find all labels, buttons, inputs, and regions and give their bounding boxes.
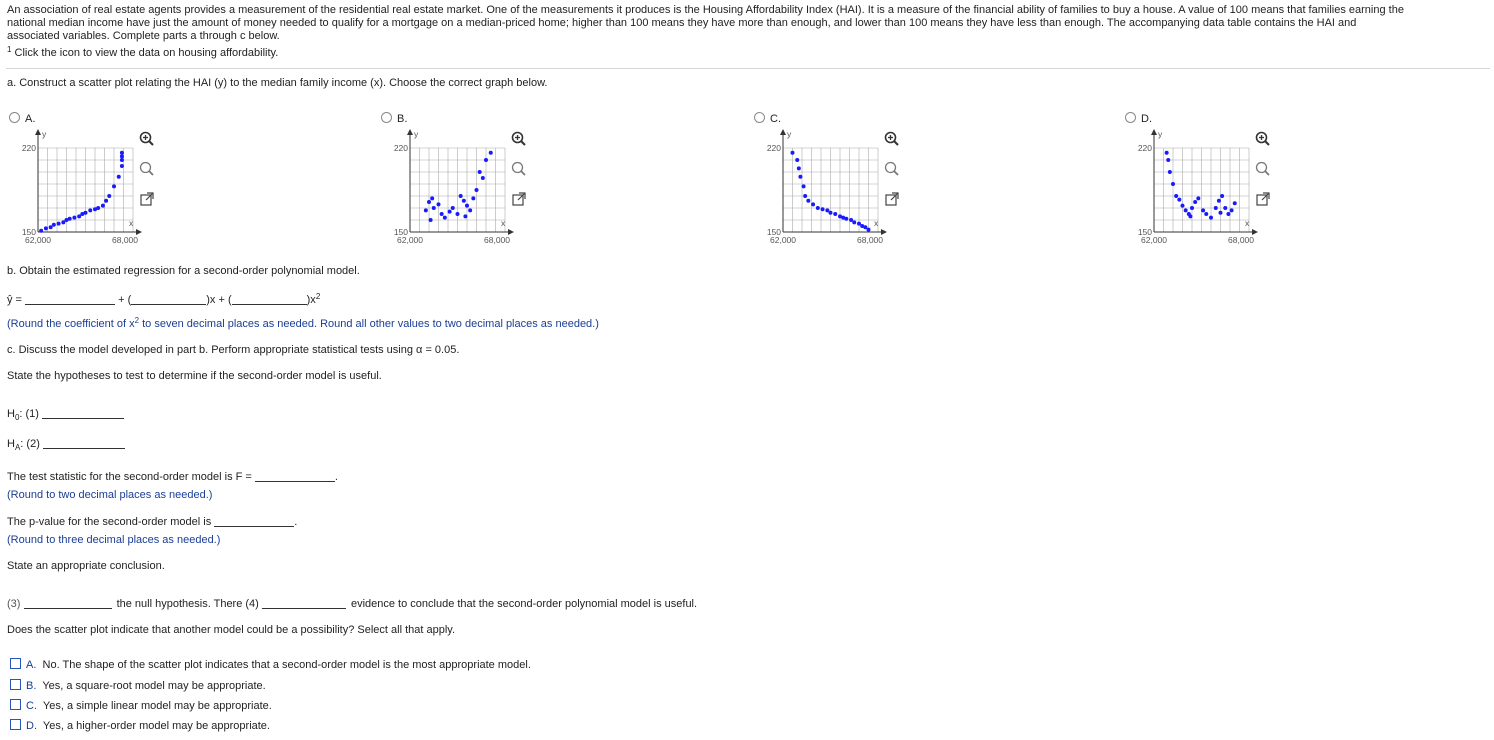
data-point (816, 206, 820, 210)
y-axis-label: y (1158, 129, 1163, 139)
data-point (484, 158, 488, 162)
x-plus-open: )x + ( (206, 294, 232, 306)
data-point (430, 196, 434, 200)
divider (6, 68, 1490, 69)
y-tick-label: 150 (393, 227, 408, 237)
intercept-input[interactable] (25, 294, 115, 305)
data-point (849, 218, 853, 222)
choice-b-label: B. (26, 680, 37, 692)
choice-a[interactable] (10, 658, 531, 671)
plus-open: + ( (118, 294, 132, 306)
data-point (1166, 158, 1170, 162)
p-prompt: The p-value for the second-order model is (7, 516, 212, 528)
popout-icon[interactable] (883, 190, 901, 208)
checkbox-b[interactable] (10, 679, 21, 690)
conclusion-prompt: State an appropriate conclusion. (7, 560, 165, 572)
x-tick-label: 68,000 (112, 235, 138, 245)
data-point (61, 220, 65, 224)
scatter-plot-a (6, 128, 146, 248)
x-axis-label: x (501, 218, 506, 228)
data-point (802, 184, 806, 188)
data-point (1209, 216, 1213, 220)
zoom-in-icon[interactable] (510, 130, 528, 148)
h0-dropdown[interactable] (42, 408, 124, 419)
x2-label: )x (306, 294, 316, 306)
data-point (448, 210, 452, 214)
f-stat-row: The test statistic for the second-order model is F = . (7, 471, 338, 483)
choice-a-text: No. The shape of the scatter plot indicates that a second-order model is the most appropriate model. (42, 659, 531, 671)
yhat-label: ŷ = (7, 294, 22, 306)
p-round-note: (Round to three decimal places as needed.) (7, 534, 221, 546)
data-point (88, 208, 92, 212)
y-axis-label: y (787, 129, 792, 139)
checkbox-d[interactable] (10, 719, 21, 730)
data-point (104, 199, 108, 203)
graph-c (751, 128, 891, 248)
choice-a-label: A. (26, 659, 37, 671)
data-point (471, 196, 475, 200)
x-tick-label: 62,000 (397, 235, 423, 245)
y-axis-arrow (1151, 129, 1157, 135)
y-tick-label: 150 (1137, 227, 1152, 237)
scatter-plot-b (378, 128, 518, 248)
data-point (57, 222, 61, 226)
option-b[interactable] (381, 112, 407, 125)
y-axis-arrow (35, 129, 41, 135)
intro-line-1: An association of real estate agents provides a measurement of the residential real estate market. One of the measurements it produces is the Housing Affordability Index (HAI). It is a measure of the financial ability of families to buy a house. A value of 100 means that families earning the (7, 4, 1404, 16)
data-point (440, 212, 444, 216)
y-tick-label: 150 (21, 227, 36, 237)
data-point (96, 206, 100, 210)
x-tick-label: 68,000 (1228, 235, 1254, 245)
radio-c[interactable] (754, 112, 765, 123)
data-point (1223, 206, 1227, 210)
y-tick-label: 220 (21, 143, 36, 153)
p-value-input[interactable] (214, 516, 294, 527)
data-point (798, 175, 802, 179)
x2-superscript: 2 (315, 292, 321, 301)
option-a-label: A. (25, 113, 36, 125)
data-point (112, 184, 116, 188)
graph-a (6, 128, 146, 248)
option-c-label: C. (770, 113, 781, 125)
radio-b[interactable] (381, 112, 392, 123)
zoom-out-icon[interactable] (138, 160, 156, 178)
data-point (478, 170, 482, 174)
zoom-in-icon[interactable] (138, 130, 156, 148)
part-b-round-note (7, 316, 599, 330)
zoom-out-icon[interactable] (1254, 160, 1272, 178)
data-point (829, 211, 833, 215)
x-tick-label: 62,000 (770, 235, 796, 245)
option-d[interactable] (1125, 112, 1152, 125)
data-point (791, 151, 795, 155)
hypotheses-prompt: State the hypotheses to test to determine if the second-order model is useful. (7, 370, 382, 382)
data-point (465, 204, 469, 208)
data-point (1230, 208, 1234, 212)
choice-b-text: Yes, a square-root model may be appropriate. (42, 680, 266, 692)
scatter-plot-c (751, 128, 891, 248)
x-axis-label: x (129, 218, 134, 228)
option-c[interactable] (754, 112, 781, 125)
conclusion-dropdown-3[interactable] (24, 598, 112, 609)
y-tick-label: 220 (1137, 143, 1152, 153)
data-point (1181, 204, 1185, 208)
x-tick-label: 62,000 (25, 235, 51, 245)
y-tick-label: 220 (766, 143, 781, 153)
data-point (120, 151, 124, 155)
choice-d[interactable] (10, 719, 270, 732)
data-point (1168, 170, 1172, 174)
popout-icon[interactable] (138, 190, 156, 208)
data-point (1201, 208, 1205, 212)
intro-line-2: national median income have just the amount of money needed to qualify for a mortgage on a median-priced home; higher than 100 means they have more than enough, and lower than 100 means they have less than enough. The accompanying data table contains the HAI and (7, 17, 1357, 29)
note-post: to seven decimal places as needed. Round all other values to two decimal places as needed.) (139, 318, 599, 330)
part-a-prompt: a. Construct a scatter plot relating the HAI (y) to the median family income (x). Choose the correct graph below. (7, 77, 548, 89)
x-tick-label: 62,000 (1141, 235, 1167, 245)
regression-equation (7, 292, 320, 306)
scatter-plot-d (1122, 128, 1262, 248)
choice-c[interactable] (10, 699, 272, 712)
data-point (429, 218, 433, 222)
data-point (72, 216, 76, 220)
data-point (1174, 194, 1178, 198)
zoom-in-icon[interactable] (1254, 130, 1272, 148)
data-point (806, 199, 810, 203)
h0-row (7, 408, 124, 422)
option-d-label: D. (1141, 113, 1152, 125)
data-point (1214, 206, 1218, 210)
data-point (1177, 198, 1181, 202)
zoom-out-icon[interactable] (510, 160, 528, 178)
data-point (481, 176, 485, 180)
data-point (1226, 212, 1230, 216)
data-point (811, 202, 815, 206)
data-point (462, 199, 466, 203)
intro-line-3: associated variables. Complete parts a through c below. (7, 30, 280, 42)
ha-sub: A (14, 443, 21, 452)
conclusion-row (7, 598, 697, 610)
ha-label: H (7, 438, 15, 450)
checkbox-c[interactable] (10, 699, 21, 710)
data-point (797, 166, 801, 170)
x-axis-label: x (874, 218, 879, 228)
data-point (437, 202, 441, 206)
data-point (107, 194, 111, 198)
data-point (468, 208, 472, 212)
part-b-prompt: b. Obtain the estimated regression for a second-order polynomial model. (7, 265, 360, 277)
x-tick-label: 68,000 (484, 235, 510, 245)
x-axis-label: x (1245, 218, 1250, 228)
data-point (833, 212, 837, 216)
blank-3-label: (3) (7, 598, 21, 610)
data-point (1219, 211, 1223, 215)
data-point (803, 194, 807, 198)
data-point (463, 214, 467, 218)
data-point (1193, 200, 1197, 204)
f-stat-input[interactable] (255, 471, 335, 482)
data-point (424, 208, 428, 212)
graph-d (1122, 128, 1262, 248)
choice-c-label: C. (26, 700, 37, 712)
data-point (1233, 201, 1237, 205)
choice-b[interactable] (10, 679, 266, 692)
linear-coef-input[interactable] (131, 294, 206, 305)
data-point (101, 204, 105, 208)
y-axis-label: y (414, 129, 419, 139)
data-point (795, 158, 799, 162)
p-value-row: The p-value for the second-order model is . (7, 516, 298, 528)
conclusion-dropdown-4[interactable] (262, 598, 346, 609)
data-point (49, 225, 53, 229)
data-point (117, 175, 121, 179)
data-point (120, 164, 124, 168)
radio-d[interactable] (1125, 112, 1136, 123)
h0-rest: : (1) (19, 408, 39, 420)
f-round-note: (Round to two decimal places as needed.) (7, 489, 213, 501)
data-point (84, 211, 88, 215)
data-point (867, 228, 871, 232)
intro-text (7, 4, 1491, 60)
data-point (1196, 196, 1200, 200)
zoom-in-icon[interactable] (883, 130, 901, 148)
ha-row (7, 438, 125, 452)
data-point (44, 226, 48, 230)
option-b-label: B. (397, 113, 408, 125)
f-prompt: The test statistic for the second-order model is F = (7, 471, 252, 483)
option-a[interactable] (9, 112, 35, 125)
radio-a[interactable] (9, 112, 20, 123)
h0-label: H (7, 408, 15, 420)
data-point (1171, 182, 1175, 186)
data-point (427, 200, 431, 204)
choice-d-text: Yes, a higher-order model may be appropriate. (42, 720, 270, 732)
data-point (68, 217, 72, 221)
data-point (1220, 194, 1224, 198)
data-point (1204, 212, 1208, 216)
data-point (52, 223, 56, 227)
graph-b (378, 128, 518, 248)
choice-d-label: D. (26, 720, 37, 732)
data-point (825, 208, 829, 212)
data-point (459, 194, 463, 198)
data-point (1165, 151, 1169, 155)
ha-rest: : (2) (20, 438, 40, 450)
ha-dropdown[interactable] (43, 438, 125, 449)
data-point (857, 222, 861, 226)
data-point (451, 206, 455, 210)
data-point (1188, 214, 1192, 218)
y-tick-label: 220 (393, 143, 408, 153)
data-point (475, 188, 479, 192)
conclusion-middle: the null hypothesis. There (4) (116, 598, 259, 610)
conclusion-end: evidence to conclude that the second-order polynomial model is useful. (350, 598, 698, 610)
footnote[interactable] (7, 43, 1491, 60)
scatter-question: Does the scatter plot indicate that another model could be a possibility? Select all that apply. (7, 624, 456, 636)
checkbox-a[interactable] (10, 658, 21, 669)
data-point (432, 206, 436, 210)
data-point (852, 220, 856, 224)
data-point (1184, 208, 1188, 212)
data-point (39, 229, 43, 233)
data-point (489, 151, 493, 155)
data-point (120, 158, 124, 162)
data-point (1217, 199, 1221, 203)
y-axis-label: y (42, 129, 47, 139)
data-point (844, 217, 848, 221)
y-axis-arrow (780, 129, 786, 135)
data-point (1190, 206, 1194, 210)
data-point (821, 207, 825, 211)
h0-sub: 0 (14, 413, 20, 422)
data-point (456, 212, 460, 216)
quadratic-coef-input[interactable] (232, 294, 307, 305)
choice-c-text: Yes, a simple linear model may be appropriate. (42, 700, 272, 712)
data-point (77, 214, 81, 218)
zoom-out-icon[interactable] (883, 160, 901, 178)
data-point (443, 216, 447, 220)
popout-icon[interactable] (510, 190, 528, 208)
popout-icon[interactable] (1254, 190, 1272, 208)
x-tick-label: 68,000 (857, 235, 883, 245)
footnote-mark: 1 (7, 45, 12, 54)
data-point (120, 154, 124, 158)
note-sup: 2 (134, 316, 140, 325)
y-tick-label: 150 (766, 227, 781, 237)
data-point (863, 225, 867, 229)
footnote-link[interactable]: Click the icon to view the data on housing affordability. (14, 47, 279, 59)
note-pre: (Round the coefficient of x (7, 318, 135, 330)
part-c-prompt: c. Discuss the model developed in part b. Perform appropriate statistical tests using α = 0.05. (7, 344, 460, 356)
y-axis-arrow (407, 129, 413, 135)
